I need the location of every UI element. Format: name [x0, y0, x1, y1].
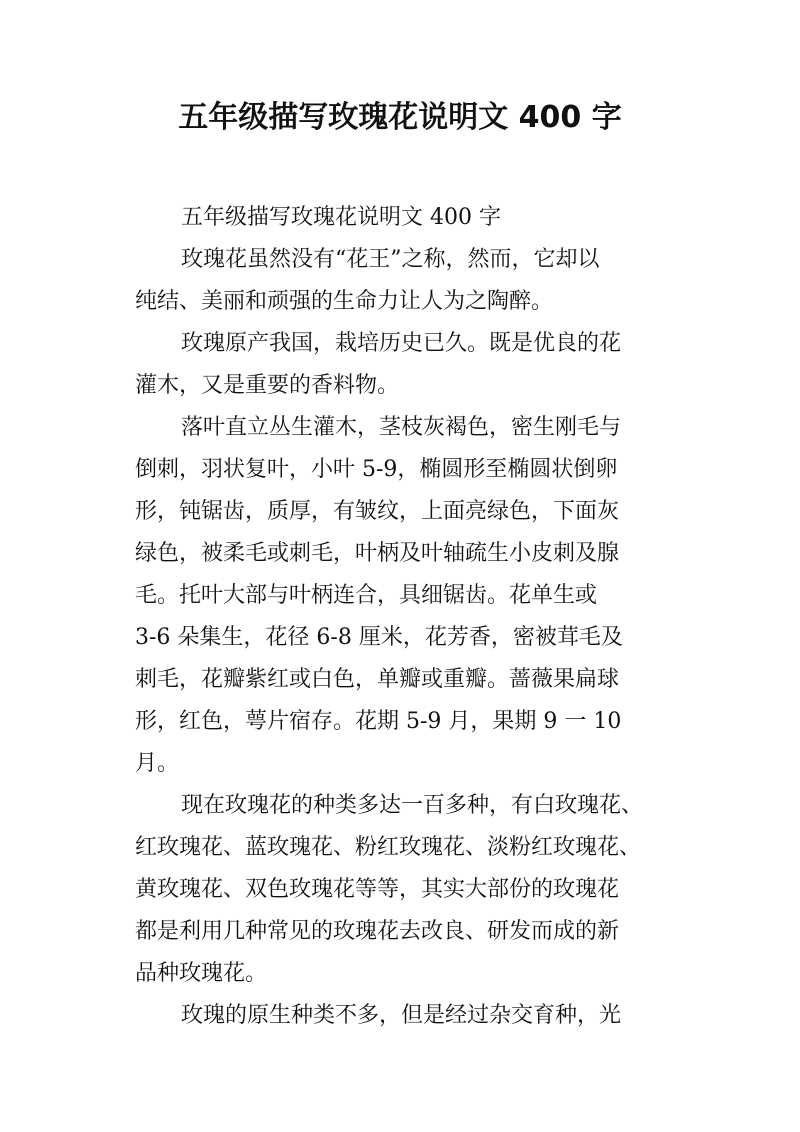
document-body	[135, 197, 665, 1037]
text-line: 五年级描写玫瑰花说明文 400 字	[181, 205, 501, 230]
text-line: 倒刺，羽状复叶，小叶 5-9，椭圆形至椭圆状倒卵	[135, 457, 618, 482]
text-line: 刺毛，花瓣紫红或白色，单瓣或重瓣。蔷薇果扁球	[135, 667, 620, 692]
text-line: 品种玫瑰花。	[135, 961, 268, 986]
text-line: 绿色，被柔毛或刺毛，叶柄及叶轴疏生小皮刺及腺	[135, 541, 620, 566]
text-line: 玫瑰的原生种类不多，但是经过杂交育种，光	[181, 1003, 622, 1028]
text-line: 玫瑰原产我国，栽培历史已久。既是优良的花	[181, 331, 622, 356]
text-line: 纯结、美丽和顽强的生命力让人为之陶醉。	[135, 289, 554, 314]
text-line: 形，红色，萼片宿存。花期 5-9 月，果期 9 一 10	[135, 709, 622, 734]
text-line: 落叶直立丛生灌木，茎枝灰褐色，密生刚毛与	[181, 415, 622, 440]
text-line: 3-6 朵集生，花径 6-8 厘米，花芳香，密被茸毛及	[135, 625, 623, 650]
text-line: 灌木，又是重要的香料物。	[135, 373, 400, 398]
text-line: 都是利用几种常见的玫瑰花去改良、研发而成的新	[135, 919, 620, 944]
document-title: 五年级描写玫瑰花说明文 400 字	[178, 100, 622, 135]
text-line: 形，钝锯齿，质厚，有皱纹，上面亮绿色，下面灰	[135, 499, 620, 524]
text-line: 黄玫瑰花、双色玫瑰花等等，其实大部份的玫瑰花	[135, 877, 620, 902]
text-line: 现在玫瑰花的种类多达一百多种，有白玫瑰花、	[181, 793, 644, 818]
text-line: 月。	[135, 751, 180, 776]
text-line: 毛。托叶大部与叶柄连合，具细锯齿。花单生或	[135, 583, 598, 608]
text-line: 玫瑰花虽然没有“花王”之称，然而，它却以	[181, 247, 600, 272]
text-line: 红玫瑰花、蓝玫瑰花、粉红玫瑰花、淡粉红玫瑰花、	[135, 835, 642, 860]
